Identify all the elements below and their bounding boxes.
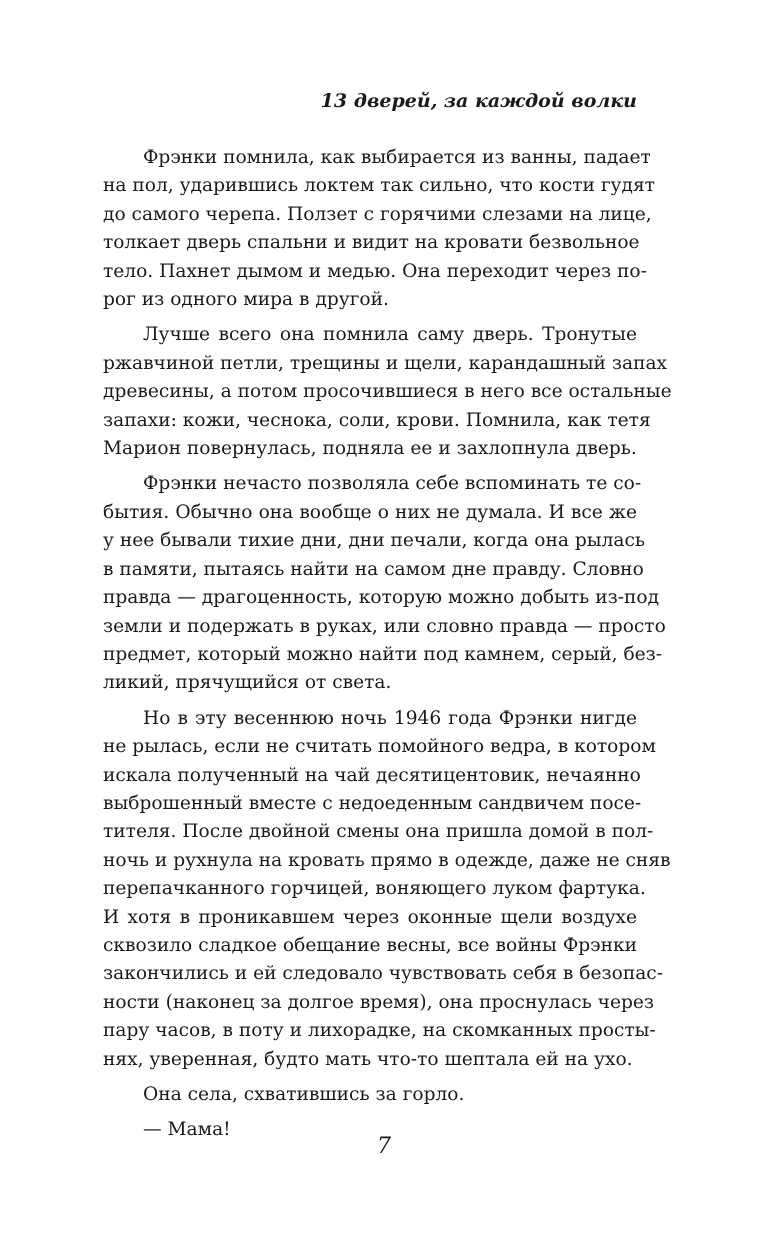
text-line: в памяти, пытаясь найти на самом дне правду. Словно — [103, 558, 644, 580]
body-text — [103, 144, 672, 1152]
text-line: ржавчиной петли, трещины и щели, карандашный запах — [103, 352, 668, 374]
paragraph — [103, 1081, 637, 1109]
text-line: древесины, а потом просочившиеся в него все остальные — [103, 381, 672, 403]
text-line: тителя. После двойной смены она пришла домой в пол- — [103, 821, 654, 843]
text-line: — Мама! — [143, 1119, 231, 1141]
text-line: сквозило сладкое обещание весны, все войны Фрэнки — [103, 934, 637, 956]
text-line: бытия. Обычно она вообще о них не думала. И все же — [103, 501, 637, 523]
text-line: нях, уверенная, будто мать что-то шептала ей на ухо. — [103, 1048, 633, 1070]
paragraph — [103, 321, 672, 463]
text-line: правда — драгоценность, которую можно добыть из-под — [103, 587, 660, 609]
text-line: И хотя в проникавшем через оконные щели воздухе — [103, 906, 637, 928]
running-header-title: 13 дверей, за каждой волки — [320, 90, 637, 112]
text-line: земли и подержать в руках, или словно правда — просто — [103, 615, 666, 637]
paragraph — [103, 144, 655, 314]
text-line: Марион повернулась, подняла ее и захлопнула дверь. — [103, 438, 637, 460]
text-line: Фрэнки помнила, как выбирается из ванны, падает — [143, 147, 651, 168]
text-line: Лучше всего она помнила саму дверь. Тронутые — [143, 324, 637, 346]
text-line: закончились и ей следовало чувствовать себя в безопас- — [103, 963, 664, 985]
text-line: ночь и рухнула на кровать прямо в одежде, даже не сняв — [103, 849, 671, 871]
text-line: предмет, который можно найти под камнем, серый, без- — [103, 643, 663, 665]
paragraph — [103, 470, 666, 697]
text-line: не рылась, если не считать помойного ведра, в котором — [103, 736, 656, 758]
text-line: ликий, прячущийся от света. — [103, 672, 392, 694]
text-line: у нее бывали тихие дни, дни печали, когда она рылась — [103, 530, 646, 552]
text-line: тело. Пахнет дымом и медью. Она переходит через по- — [103, 260, 647, 282]
text-line: рог из одного мира в другой. — [103, 289, 389, 311]
text-line: выброшенный вместе с недоеденным сандвичем посе- — [103, 792, 642, 814]
text-line: до самого черепа. Ползет с горячими слезами на лице, — [103, 203, 652, 225]
text-line: ности (наконец за долгое время), она проснулась через — [103, 991, 654, 1013]
text-line: запахи: кожи, чеснока, соли, крови. Помнила, как тетя — [103, 409, 651, 431]
paragraph — [103, 705, 671, 1074]
text-line: пару часов, в поту и лихорадке, на скомканных просты- — [103, 1020, 656, 1042]
text-line: Но в эту весеннюю ночь 1946 года Фрэнки нигде — [143, 707, 637, 729]
text-line: перепачканного горчицей, воняющего луком фартука. — [103, 878, 646, 900]
page-number: 7 — [377, 1134, 391, 1159]
text-line: Фрэнки нечасто позволяла себе вспоминать те со- — [143, 473, 642, 495]
text-line: толкает дверь спальни и видит на кровати безвольное — [103, 232, 640, 254]
text-line: на пол, ударившись локтем так сильно, что кости гудят — [103, 175, 655, 197]
text-line: Она села, схватившись за горло. — [143, 1084, 465, 1105]
text-line: искала полученный на чай десятицентовик, нечаянно — [103, 764, 641, 786]
